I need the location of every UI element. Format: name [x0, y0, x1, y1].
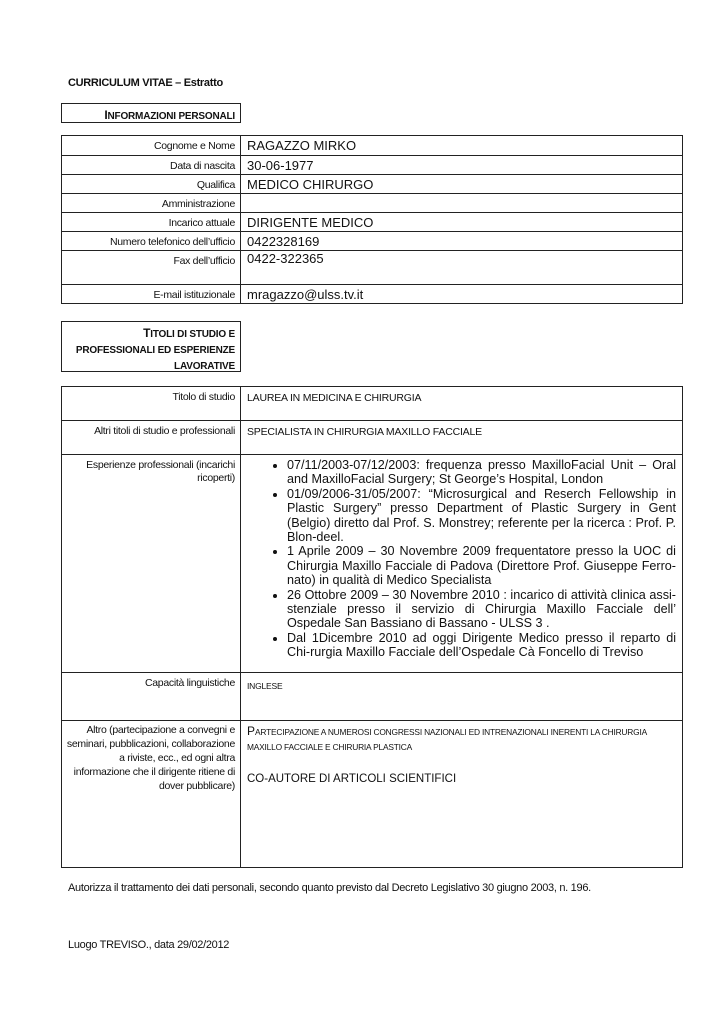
heading-line-1: TITOLI DI STUDIO E: [143, 326, 235, 340]
list-item: • 01/09/2006-31/05/2007: “Microsurgical and Reserch Fellowship in Plastic Surgery” presso Department of Plastic Surgery in Gent (Belgio) diretto dal Prof. S. Monstrey; referente per la ricerca : Prof. P. Blon-deel.: [287, 487, 676, 545]
heading-line-2: PROFESSIONALI ED ESPERIENZE: [75, 345, 235, 356]
field-value: [241, 421, 683, 455]
field-value: MEDICO CHIRURGO: [241, 175, 683, 194]
table-row: [62, 455, 683, 673]
field-label: Incarico attuale: [62, 213, 241, 232]
list-item: • 26 Ottobre 2009 – 30 Novembre 2010 : incarico di attività clinica assi-stenziale presso il servizio di Chirurgia Maxillo Facciale dell’ Ospedale San Bassiano di Bassano - ULSS 3 .: [287, 588, 676, 631]
conferences-text: PARTECIPAZIONE A NUMEROSI CONGRESSI NAZIONALI ED INTRENAZIONALI INERENTI LA CHIRURGIA MAXILLO FACCIALE E CHIRURIA PLASTICA: [247, 724, 647, 752]
field-value: 0422328169: [241, 232, 683, 251]
field-value: [241, 673, 683, 721]
place-date: Luogo TREVISO., data 29/02/2012: [68, 939, 230, 951]
table-row: [62, 175, 683, 194]
field-label: Titolo di studio: [62, 387, 241, 421]
field-value: [241, 721, 683, 868]
table-row: [62, 136, 683, 156]
document-title: CURRICULUM VITAE – Estratto: [68, 77, 223, 89]
table-row: [62, 673, 683, 721]
experience-cell: [241, 455, 683, 673]
languages-value: INGLESE: [247, 681, 283, 691]
heading-initial: I: [104, 108, 108, 122]
studies-experience-table: [61, 386, 683, 868]
field-label: Altri titoli di studio e professionali: [62, 421, 241, 455]
field-label: Esperienze professionali (incarichi ricoperti): [62, 455, 241, 673]
field-value: DIRIGENTE MEDICO: [241, 213, 683, 232]
privacy-consent-note: Autorizza il trattamento dei dati personali, secondo quanto previsto dal Decreto Legislativo 30 giugno 2003, n. 196.: [68, 882, 591, 894]
table-row: [62, 251, 683, 285]
table-row: [62, 721, 683, 868]
other-titles-value: SPECIALISTA IN CHIRURGIA MAXILLO FACCIALE: [247, 426, 482, 438]
field-label: Amministrazione: [62, 194, 241, 213]
field-value: 0422-322365: [241, 251, 683, 285]
table-row: [62, 194, 683, 213]
field-value: [241, 194, 683, 213]
field-label: Fax dell’ufficio: [62, 251, 241, 285]
experience-list: [241, 458, 682, 660]
field-label: Cognome e Nome: [62, 136, 241, 156]
field-label: Numero telefonico dell’ufficio: [62, 232, 241, 251]
heading-rest: NFORMAZIONI PERSONALI: [107, 111, 235, 122]
table-row: [62, 421, 683, 455]
publications-text: CO-AUTORE DI ARTICOLI SCIENTIFICI: [247, 773, 457, 785]
section-heading-studies-experience: [61, 321, 241, 372]
field-label: E-mail istituzionale: [62, 285, 241, 304]
table-row: [62, 213, 683, 232]
personal-info-table: [61, 135, 683, 304]
field-value: [241, 387, 683, 421]
field-label: Data di nascita: [62, 156, 241, 175]
field-value: 30-06-1977: [241, 156, 683, 175]
field-label: Capacità linguistiche: [62, 673, 241, 721]
table-row: [62, 387, 683, 421]
field-label: Altro (partecipazione a convegni e seminari, pubblicazioni, collaborazione a riviste, ecc., ed ogni altra informazione che il dirigente ritiene di dover pubblicare): [62, 721, 241, 868]
table-row: [62, 285, 683, 304]
heading-line-3: LAVORATIVE: [174, 361, 235, 372]
section-heading-personal-info: [61, 103, 241, 123]
table-row: [62, 232, 683, 251]
list-item: • Dal 1Dicembre 2010 ad oggi Dirigente Medico presso il reparto di Chi-rurgia Maxillo Facciale dell’Ospedale Cà Foncello di Treviso: [287, 631, 676, 660]
list-item: • 07/11/2003-07/12/2003: frequenza presso MaxilloFacial Unit – Oral and MaxilloFacial Surgery; St George’s Hospital, London: [287, 458, 676, 487]
list-item: • 1 Aprile 2009 – 30 Novembre 2009 frequentatore presso la UOC di Chirurgia Maxillo Facciale di Padova (Direttore Prof. Giuseppe Ferro-nato) in qualità di Medico Specialista: [287, 544, 676, 587]
field-value: RAGAZZO MIRKO: [241, 136, 683, 156]
field-value: mragazzo@ulss.tv.it: [241, 285, 683, 304]
field-label: Qualifica: [62, 175, 241, 194]
table-row: [62, 156, 683, 175]
studies-title-value: LAUREA IN MEDICINA E CHIRURGIA: [247, 392, 422, 404]
